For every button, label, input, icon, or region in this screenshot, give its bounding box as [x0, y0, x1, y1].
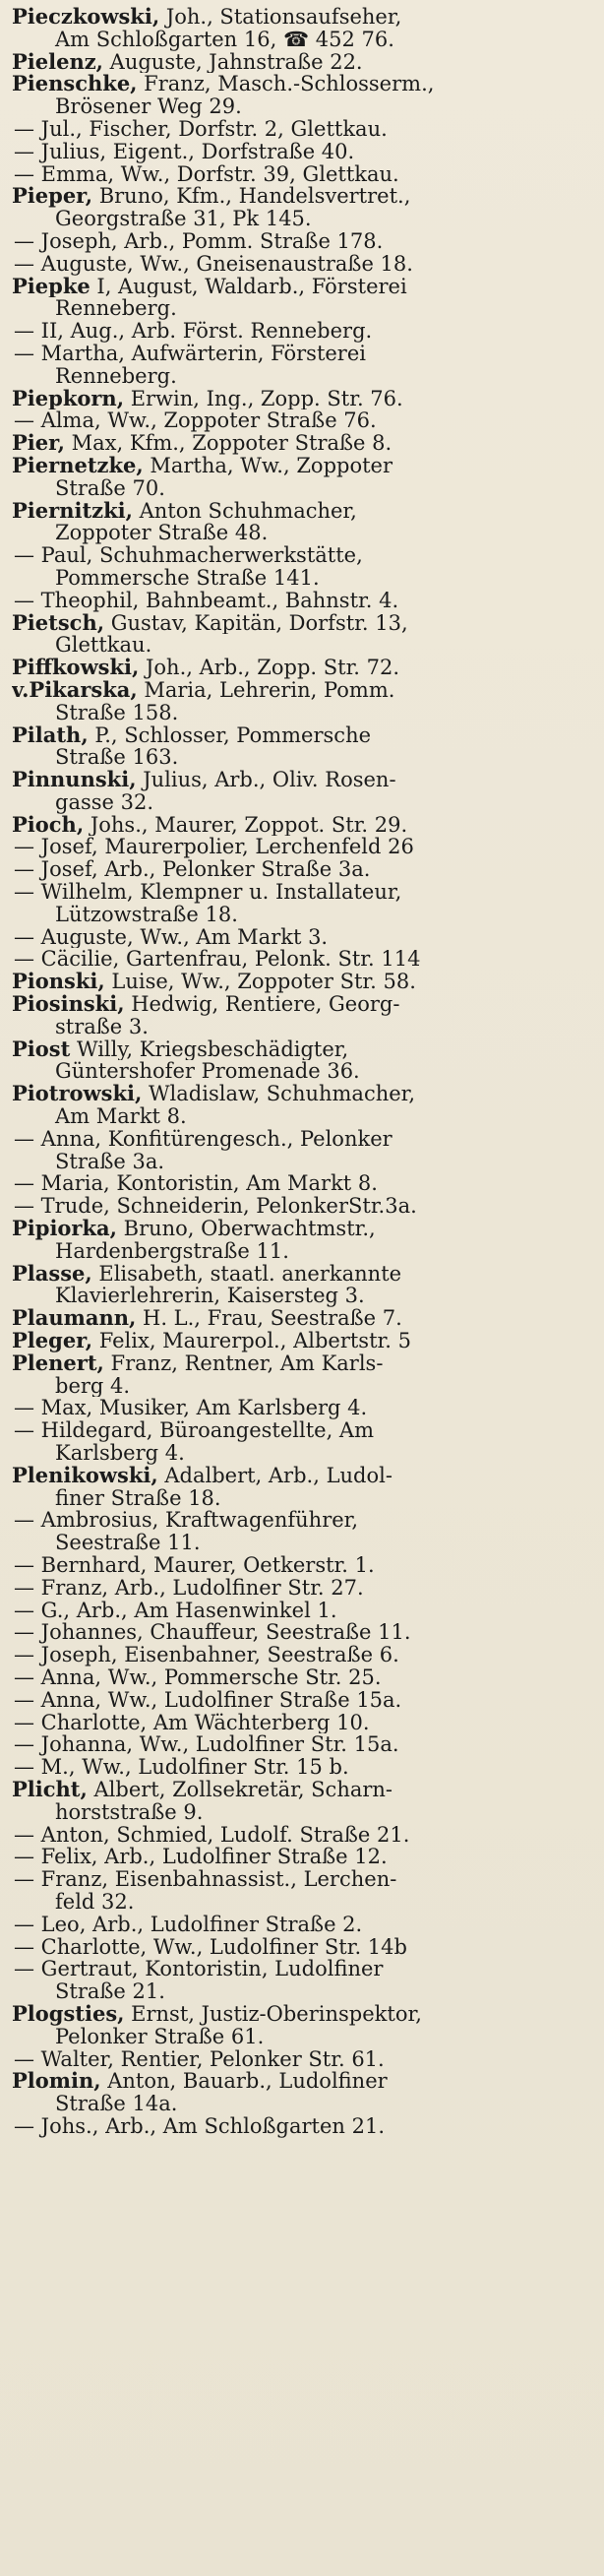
entry-surname: Piost — [12, 1037, 71, 1061]
directory-entry — [12, 1218, 594, 1240]
sub-entry: — Ambrosius, Kraftwagenführer, — [14, 1509, 359, 1533]
sub-entry: — Anna, Konfitürengesch., Pelonker — [14, 1127, 393, 1151]
entry-surname: Piotrowski, — [12, 1083, 143, 1106]
entry-surname: Plogsties, — [12, 2002, 125, 2026]
entry-continuation: berg 4. — [55, 1374, 131, 1398]
directory-entry — [12, 993, 594, 1016]
entry-details: Maria, Lehrerin, Pomm. — [137, 678, 395, 702]
entry-details: Felix, Maurerpol., Albertstr. 5 — [92, 1330, 411, 1352]
sub-entry: — Emma, Ww., Dorfstr. 39, Glettkau. — [14, 162, 399, 186]
entry-surname: Plicht, — [12, 1778, 88, 1801]
entry-surname: Pietsch, — [12, 611, 105, 635]
directory-entry — [12, 724, 594, 747]
entry-continuation: Zoppoter Straße 48. — [55, 522, 269, 545]
directory-entry — [12, 814, 594, 837]
sub-entry: — Josef, Arb., Pelonker Straße 3a. — [14, 858, 371, 882]
directory-entry — [12, 1038, 594, 1061]
entry-continuation: straße 3. — [55, 1015, 149, 1038]
sub-entry: — Walter, Rentier, Pelonker Str. 61. — [14, 2047, 385, 2071]
entry-surname: Piernetzke, — [12, 454, 144, 477]
directory-entry — [12, 1779, 594, 1801]
sub-entry: — Martha, Aufwärterin, Försterei — [14, 342, 366, 365]
directory-entry — [12, 455, 594, 477]
entry-surname: Piepkorn, — [12, 387, 125, 410]
sub-entry: — Julius, Eigent., Dorfstraße 40. — [14, 140, 355, 163]
entry-surname: v.Pikarska, — [12, 678, 138, 702]
entry-continuation: Pelonker Straße 61. — [55, 2025, 265, 2048]
entry-continuation: Am Schloßgarten 16, ☎ 452 76. — [55, 28, 394, 51]
sub-entry: — Josef, Maurerpolier, Lerchenfeld 26 — [14, 836, 414, 859]
directory-entry — [12, 1465, 594, 1487]
entry-continuation: Seestraße 11. — [55, 1532, 201, 1554]
sub-entry: — Hildegard, Büroangestellte, Am — [14, 1419, 375, 1442]
sub-entry: — Theophil, Bahnbeamt., Bahnstr. 4. — [14, 589, 399, 612]
entry-continuation: feld 32. — [55, 1890, 135, 1914]
directory-entry — [12, 1263, 594, 1286]
directory-entry — [12, 971, 594, 993]
sub-entry: — Leo, Arb., Ludolfiner Straße 2. — [14, 1913, 363, 1936]
entry-surname: Pioch, — [12, 813, 85, 837]
entry-details: Max, Kfm., Zoppoter Straße 8. — [64, 432, 393, 455]
entry-continuation: Glettkau. — [55, 634, 152, 658]
entry-details: Martha, Ww., Zoppoter — [143, 454, 393, 477]
entry-surname: Pilath, — [12, 723, 89, 747]
entry-details: I, August, Waldarb., Försterei — [90, 275, 407, 298]
sub-entry: — Jul., Fischer, Dorfstr. 2, Glettkau. — [14, 117, 388, 141]
entry-surname: Piffkowski, — [12, 657, 140, 679]
entry-continuation: Karlsberg 4. — [55, 1442, 185, 1465]
sub-entry: — Joseph, Arb., Pomm. Straße 178. — [14, 229, 384, 253]
entry-details: Ernst, Justiz-Oberinspektor, — [124, 2002, 422, 2026]
entry-details: Johs., Maurer, Zoppot. Str. 29. — [84, 813, 408, 837]
entry-details: Anton Schuhmacher, — [132, 499, 357, 523]
entry-details: Joh., Stationsaufseher, — [159, 6, 402, 29]
entry-surname: Pielenz, — [12, 50, 103, 74]
directory-entry — [12, 73, 594, 95]
entry-surname: Plenikowski, — [12, 1464, 158, 1487]
sub-entry: — Auguste, Ww., Gneisenaustraße 18. — [14, 252, 413, 276]
entry-surname: Piosinski, — [12, 993, 125, 1016]
entry-surname: Plenert, — [12, 1351, 104, 1375]
entry-continuation: Am Markt 8. — [55, 1105, 187, 1128]
entry-continuation: Straße 3a. — [55, 1150, 165, 1173]
entry-details: Luise, Ww., Zoppoter Str. 58. — [104, 971, 416, 994]
entry-details: Adalbert, Arb., Ludol- — [157, 1464, 393, 1487]
entry-details: Bruno, Kfm., Handelsvertret., — [92, 185, 411, 209]
entry-details: H. L., Frau, Seestraße 7. — [136, 1307, 402, 1331]
entry-details: Erwin, Ing., Zopp. Str. 76. — [124, 387, 403, 410]
directory-entry — [12, 679, 594, 702]
sub-entry: — Charlotte, Am Wächterberg 10. — [14, 1711, 370, 1734]
entry-details: Albert, Zollsekretär, Scharn- — [87, 1778, 393, 1801]
entry-surname: Pieper, — [12, 185, 93, 209]
entry-details: Hedwig, Rentiere, Georg- — [124, 993, 400, 1016]
entry-continuation: Straße 158. — [55, 701, 179, 724]
entry-continuation: finer Straße 18. — [55, 1486, 221, 1510]
entry-continuation: horststraße 9. — [55, 1800, 204, 1824]
directory-entry — [12, 185, 594, 208]
entry-details: P., Schlosser, Pommersche — [88, 723, 372, 747]
entry-continuation: Georgstraße 31, Pk 145. — [55, 208, 312, 230]
sub-entry: — Felix, Arb., Ludolfiner Straße 12. — [14, 1846, 388, 1869]
sub-entry: — Johannes, Chauffeur, Seestraße 11. — [14, 1621, 411, 1645]
directory-entry — [12, 2003, 594, 2026]
sub-entry: — G., Arb., Am Hasenwinkel 1. — [14, 1599, 337, 1622]
entry-surname: Pieczkowski, — [12, 6, 160, 29]
entry-continuation: Straße 70. — [55, 476, 165, 500]
directory-entry — [12, 500, 594, 523]
sub-entry: — Anna, Ww., Ludolfiner Straße 15a. — [14, 1688, 402, 1712]
directory-entry — [12, 51, 594, 74]
entry-surname: Pipiorka, — [12, 1218, 117, 1240]
entry-continuation: Straße 163. — [55, 746, 179, 770]
sub-entry: — Alma, Ww., Zoppoter Straße 76. — [14, 409, 377, 433]
directory-entry — [12, 657, 594, 679]
entry-details: Willy, Kriegsbeschädigter, — [70, 1037, 349, 1061]
entry-details: Auguste, Jahnstraße 22. — [102, 50, 363, 74]
entry-surname: Pier, — [12, 432, 65, 455]
sub-entry: — Franz, Eisenbahnassist., Lerchen- — [14, 1868, 397, 1891]
sub-entry: — Franz, Arb., Ludolfiner Str. 27. — [14, 1576, 364, 1600]
directory-entry — [12, 6, 594, 29]
directory-entry — [12, 2070, 594, 2093]
sub-entry: — Trude, Schneiderin, PelonkerStr.3a. — [14, 1195, 417, 1219]
sub-entry: — Max, Musiker, Am Karlsberg 4. — [14, 1397, 368, 1420]
entry-details: Franz, Rentner, Am Karls- — [103, 1351, 384, 1375]
entry-surname: Piernitzki, — [12, 499, 133, 523]
directory-entry — [12, 1307, 594, 1330]
entry-surname: Pinnunski, — [12, 769, 137, 791]
sub-entry: — Joseph, Eisenbahner, Seestraße 6. — [14, 1644, 399, 1666]
entry-details: Franz, Masch.-Schlosserm., — [137, 73, 435, 96]
sub-entry: — II, Aug., Arb. Först. Renneberg. — [14, 320, 373, 343]
sub-entry: — Wilhelm, Klempner u. Installateur, — [14, 881, 402, 904]
entry-continuation: Pommersche Straße 141. — [55, 566, 320, 590]
entry-continuation: Klavierlehrerin, Kaisersteg 3. — [55, 1285, 365, 1308]
sub-entry: — Anton, Schmied, Ludolf. Straße 21. — [14, 1823, 410, 1847]
entry-continuation: Brösener Weg 29. — [55, 95, 242, 118]
entry-continuation: Lützowstraße 18. — [55, 903, 238, 926]
directory-entry — [12, 1330, 594, 1352]
entry-details: Anton, Bauarb., Ludolfiner — [100, 2070, 388, 2094]
directory-entry — [12, 276, 594, 298]
entry-continuation: Straße 14a. — [55, 2093, 178, 2115]
sub-entry: — Bernhard, Maurer, Oetkerstr. 1. — [14, 1553, 375, 1577]
entry-surname: Plasse, — [12, 1262, 92, 1286]
entry-continuation: Güntershofer Promenade 36. — [55, 1060, 360, 1084]
sub-entry: — Johs., Arb., Am Schloßgarten 21. — [14, 2114, 386, 2138]
entry-surname: Plomin, — [12, 2070, 101, 2094]
directory-entry — [12, 1083, 594, 1105]
entry-details: Elisabeth, staatl. anerkannte — [91, 1262, 402, 1286]
entry-continuation: Renneberg. — [55, 364, 177, 388]
directory-entry — [12, 612, 594, 635]
sub-entry: — M., Ww., Ludolfiner Str. 15 b. — [14, 1756, 349, 1779]
entry-details: Bruno, Oberwachtmstr., — [116, 1218, 376, 1240]
sub-entry: — Johanna, Ww., Ludolfiner Str. 15a. — [14, 1733, 399, 1757]
entry-surname: Piepke — [12, 275, 91, 298]
sub-entry: — Charlotte, Ww., Ludolfiner Str. 14b — [14, 1935, 407, 1959]
entry-surname: Plaumann, — [12, 1307, 137, 1331]
entry-continuation: Straße 21. — [55, 1980, 165, 2003]
sub-entry: — Paul, Schuhmacherwerkstätte, — [14, 544, 363, 567]
directory-entry — [12, 432, 594, 455]
entry-surname: Pleger, — [12, 1330, 93, 1352]
entry-continuation: Hardenbergstraße 11. — [55, 1239, 289, 1263]
entry-details: Joh., Arb., Zopp. Str. 72. — [139, 657, 400, 679]
directory-entry — [12, 388, 594, 410]
sub-entry: — Auguste, Ww., Am Markt 3. — [14, 925, 329, 949]
entry-details: Wladislaw, Schuhmacher, — [142, 1083, 416, 1106]
entry-surname: Pionski, — [12, 971, 105, 994]
entry-details: Gustav, Kapitän, Dorfstr. 13, — [104, 611, 408, 635]
directory-entry — [12, 769, 594, 791]
sub-entry: — Maria, Kontoristin, Am Markt 8. — [14, 1172, 378, 1196]
entry-details: Julius, Arb., Oliv. Rosen- — [136, 769, 396, 791]
sub-entry: — Anna, Ww., Pommersche Str. 25. — [14, 1665, 382, 1689]
directory-entry — [12, 1352, 594, 1375]
entry-continuation: gasse 32. — [55, 790, 154, 814]
sub-entry: — Cäcilie, Gartenfrau, Pelonk. Str. 114 — [14, 948, 421, 972]
sub-entry: — Gertraut, Kontoristin, Ludolfiner — [14, 1958, 384, 1981]
entry-surname: Pienschke, — [12, 73, 138, 96]
entry-continuation: Renneberg. — [55, 297, 177, 321]
